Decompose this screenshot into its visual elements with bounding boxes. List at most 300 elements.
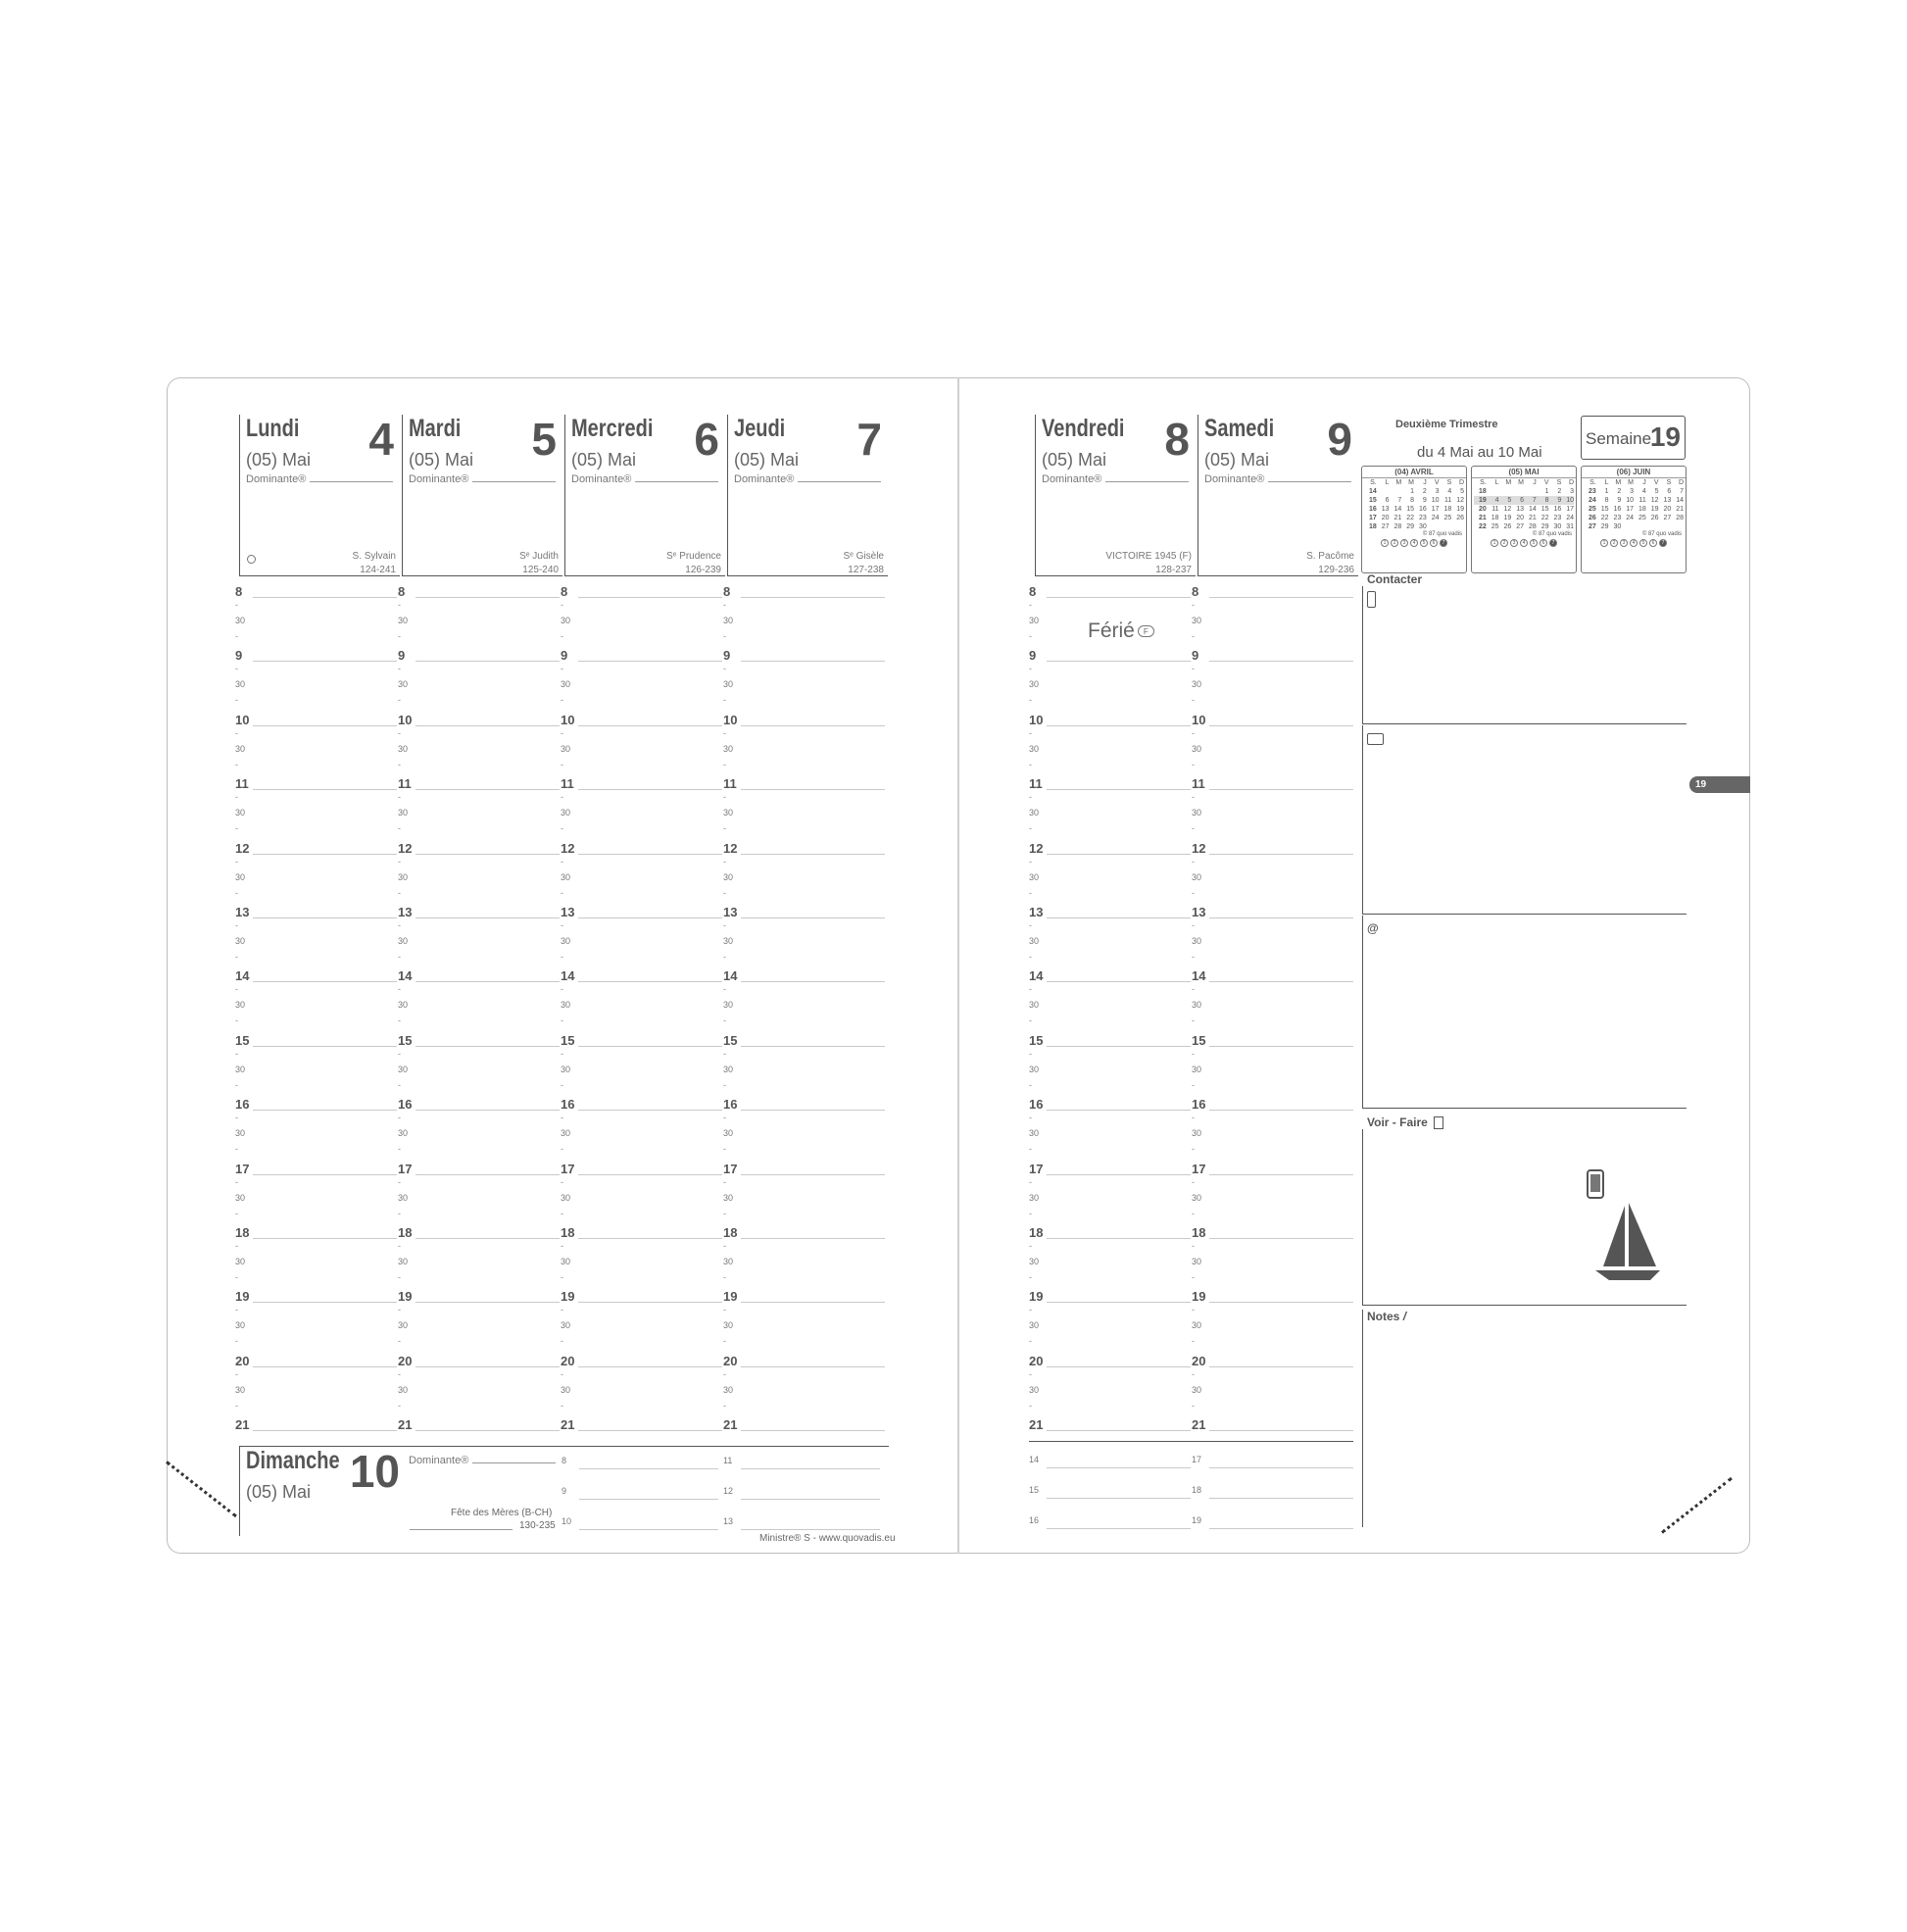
half-hour-label: 30 [398, 808, 409, 818]
half-hour-label: 30 [398, 936, 409, 946]
half-hour-label: 30 [1029, 1257, 1040, 1266]
day-month: (05) Mai [246, 1482, 312, 1502]
extra-hour-slot[interactable]: 17 [1192, 1455, 1353, 1470]
quarter-dash: - [561, 1048, 563, 1059]
quarter-dash: - [561, 920, 563, 930]
day-name: Samedi [1204, 415, 1275, 442]
half-hour-label: 30 [235, 679, 246, 690]
half-hour-label: 30 [723, 1064, 734, 1074]
quarter-dash: - [723, 1208, 726, 1218]
quarter-dash: - [1029, 1336, 1032, 1347]
quarter-dash: - [1029, 1208, 1032, 1218]
dominante-field[interactable]: Dominante® [1204, 473, 1351, 485]
dominante-field[interactable]: Dominante® [571, 473, 718, 485]
half-hour-label: 30 [398, 616, 409, 625]
quarter-dash: - [1192, 1113, 1195, 1123]
email-box[interactable] [1362, 916, 1687, 1109]
half-hour-label: 30 [235, 616, 246, 625]
day-number: 8 [1164, 414, 1190, 465]
quarter-dash: - [1029, 695, 1032, 706]
quarter-dash: - [235, 1113, 238, 1123]
hour-slot[interactable]: 16 [235, 1097, 397, 1113]
half-hour-label: 30 [723, 743, 734, 754]
hour-slot[interactable]: 8 [398, 584, 560, 600]
quarter-dash: - [723, 887, 726, 898]
dominante-field[interactable]: Dominante® [734, 473, 881, 485]
hour-slot[interactable]: 9 [235, 648, 397, 664]
quarter-dash: - [723, 759, 726, 769]
half-hour-label: 30 [723, 1257, 734, 1266]
hour-slot[interactable]: 16 [1192, 1097, 1353, 1113]
notes-label: Notes / [1367, 1310, 1407, 1323]
hour-slot[interactable]: 10 [1192, 713, 1353, 728]
quarter-dash: - [1029, 1144, 1032, 1155]
quarter-dash: - [561, 984, 563, 995]
dominante-field[interactable]: Dominante® [1042, 473, 1189, 485]
day-month: (05) Mai [409, 450, 474, 470]
quarter-dash: - [1192, 1400, 1195, 1411]
quarter-dash: - [723, 1016, 726, 1026]
quarter-dash: - [1192, 920, 1195, 930]
hour-slot[interactable]: 21 [398, 1417, 560, 1433]
quarter-dash: - [1192, 1368, 1195, 1379]
quarter-dash: - [235, 792, 238, 803]
hour-slot[interactable]: 9 [561, 648, 722, 664]
quarter-dash: - [235, 984, 238, 995]
quarter-dash: - [1192, 600, 1195, 610]
hour-slot[interactable]: 8 [1029, 584, 1191, 600]
quarter-dash: - [1192, 631, 1195, 641]
quarter-dash: - [398, 600, 401, 610]
sunday-hour-slot[interactable]: 11 [723, 1456, 880, 1471]
hour-slot[interactable]: 19 [1192, 1289, 1353, 1305]
half-hour-label: 30 [561, 1000, 571, 1011]
hour-slot[interactable]: 15 [561, 1033, 722, 1049]
notes-box[interactable] [1362, 1310, 1363, 1527]
quarter-dash: - [1029, 664, 1032, 674]
day-header-samedi[interactable] [1198, 415, 1358, 576]
half-hour-label: 30 [561, 808, 571, 818]
hour-slot[interactable]: 18 [561, 1225, 722, 1241]
hour-slot[interactable]: 16 [723, 1097, 885, 1113]
hour-slot[interactable]: 11 [1192, 776, 1353, 792]
day-of-year: 127-238 [848, 565, 884, 575]
quarter-dash: - [235, 631, 238, 641]
hour-slot[interactable]: 8 [235, 584, 397, 600]
hour-slot[interactable]: 18 [235, 1225, 397, 1241]
half-hour-label: 30 [561, 1384, 571, 1395]
quarter-dash: - [235, 1272, 238, 1282]
half-hour-label: 30 [1029, 1192, 1040, 1203]
hour-slot[interactable]: 21 [723, 1417, 885, 1433]
hour-slot[interactable]: 17 [1192, 1162, 1353, 1177]
hour-slot[interactable]: 17 [723, 1162, 885, 1177]
sunday-hour-slot[interactable]: 13 [723, 1516, 880, 1532]
extra-hour-slot[interactable]: 16 [1029, 1515, 1191, 1531]
quarter-dash: - [723, 984, 726, 995]
quarter-dash: - [1192, 664, 1195, 674]
quarter-dash: - [398, 1048, 401, 1059]
quarter-dash: - [1029, 952, 1032, 962]
half-hour-label: 30 [723, 1128, 734, 1139]
saint-name: Sᵉ Judith [519, 551, 559, 562]
half-hour-label: 30 [398, 1192, 409, 1203]
quarter-dash: - [1192, 727, 1195, 738]
hour-slot[interactable]: 11 [398, 776, 560, 792]
half-hour-label: 30 [1029, 1384, 1040, 1395]
binding-gutter [957, 377, 959, 1554]
quarter-dash: - [723, 1305, 726, 1315]
half-hour-label: 30 [235, 1064, 246, 1074]
day-of-year: 124-241 [360, 565, 396, 575]
quarter-dash: - [1192, 695, 1195, 706]
hour-slot[interactable]: 10 [1029, 713, 1191, 728]
quarter-dash: - [561, 1144, 563, 1155]
quarter-dash: - [235, 695, 238, 706]
half-hour-label: 30 [1192, 936, 1202, 946]
half-hour-label: 30 [398, 1320, 409, 1331]
hour-slot[interactable]: 11 [723, 776, 885, 792]
hour-slot[interactable]: 20 [1192, 1354, 1353, 1369]
hour-slot[interactable]: 9 [1029, 648, 1191, 664]
half-hour-label: 30 [1192, 616, 1202, 625]
hour-slot[interactable]: 18 [398, 1225, 560, 1241]
email-icon: @ [1367, 921, 1379, 935]
half-hour-label: 30 [1029, 1320, 1040, 1331]
day-header-jeudi[interactable] [727, 415, 888, 576]
week-range: du 4 Mai au 10 Mai [1417, 444, 1542, 461]
quarter-dash: - [561, 856, 563, 867]
quarter-dash: - [561, 1368, 563, 1379]
hour-slot[interactable]: 12 [1029, 841, 1191, 857]
quarter-dash: - [398, 1400, 401, 1411]
hour-slot[interactable]: 9 [1192, 648, 1353, 664]
day-number: 4 [368, 414, 394, 465]
hour-slot[interactable]: 15 [1192, 1033, 1353, 1049]
quarter-dash: - [723, 952, 726, 962]
half-hour-label: 30 [723, 871, 734, 882]
quarter-dash: - [235, 856, 238, 867]
hour-slot[interactable]: 17 [398, 1162, 560, 1177]
half-hour-label: 30 [723, 1000, 734, 1011]
hour-slot[interactable]: 10 [561, 713, 722, 728]
half-hour-label: 30 [723, 1384, 734, 1395]
quarter-dash: - [235, 1079, 238, 1090]
hour-slot[interactable]: 16 [398, 1097, 560, 1113]
quarter-dash: - [1029, 1113, 1032, 1123]
sunday-code: 130-235 [519, 1520, 556, 1531]
quarter-dash: - [723, 664, 726, 674]
hour-slot[interactable]: 21 [561, 1417, 722, 1433]
hour-slot[interactable]: 18 [1029, 1225, 1191, 1241]
hour-slot[interactable]: 19 [235, 1289, 397, 1305]
quarter-dash: - [561, 1016, 563, 1026]
half-hour-label: 30 [235, 1000, 246, 1011]
half-hour-label: 30 [398, 679, 409, 690]
hour-slot[interactable]: 12 [398, 841, 560, 857]
day-name: Mercredi [571, 415, 654, 442]
half-hour-label: 30 [1192, 679, 1202, 690]
hour-slot[interactable]: 19 [561, 1289, 722, 1305]
quarter-dash: - [723, 695, 726, 706]
half-hour-label: 30 [398, 871, 409, 882]
day-name: Lundi [246, 415, 300, 442]
saint-name: VICTOIRE 1945 (F) [1105, 551, 1192, 562]
hour-slot[interactable]: 8 [561, 584, 722, 600]
half-hour-label: 30 [561, 936, 571, 946]
hour-slot[interactable]: 21 [1192, 1417, 1353, 1433]
day-of-year: 125-240 [522, 565, 559, 575]
half-hour-label: 30 [561, 1257, 571, 1266]
quarter-dash: - [561, 759, 563, 769]
quarter-dash: - [235, 1048, 238, 1059]
day-number: 10 [349, 1446, 400, 1497]
hour-slot[interactable]: 12 [561, 841, 722, 857]
sunday-header[interactable] [239, 1446, 398, 1536]
mini-calendar: (06) JUIN S. L M M J V S D 23 1 2 3 4 5 6 7 24 8 9 10 11 12 13 14 25 15 16 17 18 19 20 21 26 22 23 24 25 26 27 28 27 29 30 © 87 quo vadis 1 2 3 4 5 6 7 [1581, 466, 1687, 573]
hour-slot[interactable]: 17 [561, 1162, 722, 1177]
hour-slot[interactable]: 9 [723, 648, 885, 664]
saint-name: Sᵉ Prudence [666, 551, 721, 562]
half-hour-label: 30 [723, 679, 734, 690]
printer-icon [1367, 733, 1384, 745]
day-month: (05) Mai [1042, 450, 1107, 470]
half-hour-label: 30 [1192, 1257, 1202, 1266]
day-header-mardi[interactable] [402, 415, 562, 576]
extra-hour-slot[interactable]: 18 [1192, 1485, 1353, 1501]
quarter-dash: - [398, 1305, 401, 1315]
quarter-dash: - [235, 1336, 238, 1347]
hour-slot[interactable]: 14 [723, 968, 885, 984]
hour-slot[interactable]: 16 [561, 1097, 722, 1113]
day-header-vendredi[interactable] [1035, 415, 1196, 576]
half-hour-label: 30 [1192, 1192, 1202, 1203]
half-hour-label: 30 [235, 1384, 246, 1395]
hour-slot[interactable]: 8 [723, 584, 885, 600]
quarter-dash: - [723, 1079, 726, 1090]
saint-name: S. Pacôme [1306, 551, 1354, 562]
quarter-label: Deuxième Trimestre [1395, 419, 1498, 430]
hour-slot[interactable]: 17 [235, 1162, 397, 1177]
half-hour-label: 30 [723, 936, 734, 946]
half-hour-label: 30 [1029, 1000, 1040, 1011]
day-of-year: 128-237 [1155, 565, 1192, 575]
extra-hour-slot[interactable]: 19 [1192, 1515, 1353, 1531]
quarter-dash: - [561, 664, 563, 674]
quarter-dash: - [723, 920, 726, 930]
hour-slot[interactable]: 20 [398, 1354, 560, 1369]
hour-slot[interactable]: 12 [1192, 841, 1353, 857]
half-hour-label: 30 [1029, 616, 1040, 625]
quarter-dash: - [1192, 1241, 1195, 1251]
quarter-dash: - [235, 727, 238, 738]
saint-name: Sᵉ Gisèle [843, 551, 884, 562]
hour-slot[interactable]: 10 [398, 713, 560, 728]
sunday-hour-slot[interactable]: 12 [723, 1486, 880, 1502]
day-header-lundi[interactable] [239, 415, 400, 576]
quarter-dash: - [1029, 887, 1032, 898]
quarter-dash: - [235, 1016, 238, 1026]
sunday-hour-slot[interactable]: 10 [562, 1516, 718, 1532]
quarter-dash: - [1192, 1176, 1195, 1187]
half-hour-label: 30 [1192, 1000, 1202, 1011]
hour-slot[interactable]: 11 [235, 776, 397, 792]
day-name: Vendredi [1042, 415, 1125, 442]
day-name: Mardi [409, 415, 462, 442]
hour-slot[interactable]: 14 [1192, 968, 1353, 984]
quarter-dash: - [723, 1113, 726, 1123]
quarter-dash: - [561, 952, 563, 962]
half-hour-label: 30 [723, 808, 734, 818]
quarter-dash: - [235, 1400, 238, 1411]
quarter-dash: - [1029, 1079, 1032, 1090]
half-hour-label: 30 [398, 743, 409, 754]
hour-slot[interactable]: 18 [1192, 1225, 1353, 1241]
hour-slot[interactable]: 11 [1029, 776, 1191, 792]
half-hour-label: 30 [1192, 1320, 1202, 1331]
day-name: Dimanche [246, 1447, 340, 1474]
half-hour-label: 30 [235, 808, 246, 818]
mini-calendar: (05) MAI S. L M M J V S D 18 1 2 3 19 4 5 6 7 8 9 10 20 11 12 13 14 15 16 17 21 18 19 20 21 22 23 24 22 25 26 27 28 29 30 31 © 87 quo vadis 1 2 3 4 5 6 7 [1471, 466, 1577, 573]
hour-slot[interactable]: 20 [235, 1354, 397, 1369]
quarter-dash: - [561, 1208, 563, 1218]
hour-slot[interactable]: 13 [561, 905, 722, 920]
half-hour-label: 30 [1192, 1064, 1202, 1074]
quarter-dash: - [1029, 631, 1032, 641]
quarter-dash: - [1192, 1144, 1195, 1155]
quarter-dash: - [723, 792, 726, 803]
week-badge: Semaine 19 [1581, 416, 1686, 460]
hour-slot[interactable]: 14 [398, 968, 560, 984]
quarter-dash: - [398, 695, 401, 706]
hour-slot[interactable]: 20 [561, 1354, 722, 1369]
quarter-dash: - [561, 600, 563, 610]
quarter-dash: - [1029, 1016, 1032, 1026]
hour-slot[interactable]: 17 [1029, 1162, 1191, 1177]
half-hour-label: 30 [561, 1320, 571, 1331]
quarter-dash: - [235, 1176, 238, 1187]
quarter-dash: - [235, 887, 238, 898]
sunday-hour-slot[interactable]: 9 [562, 1486, 718, 1502]
day-month: (05) Mai [571, 450, 637, 470]
quarter-dash: - [1192, 823, 1195, 834]
quarter-dash: - [1029, 1272, 1032, 1282]
hour-slot[interactable]: 18 [723, 1225, 885, 1241]
day-number: 5 [531, 414, 557, 465]
extra-hour-slot[interactable]: 15 [1029, 1485, 1191, 1501]
day-month: (05) Mai [734, 450, 800, 470]
sailboat-icon [1586, 1168, 1664, 1286]
hour-slot[interactable]: 14 [1029, 968, 1191, 984]
half-hour-label: 30 [235, 1128, 246, 1139]
quarter-dash: - [398, 664, 401, 674]
hour-slot[interactable]: 15 [398, 1033, 560, 1049]
hour-slot[interactable]: 19 [1029, 1289, 1191, 1305]
quarter-dash: - [1192, 887, 1195, 898]
half-hour-label: 30 [235, 936, 246, 946]
quarter-dash: - [398, 727, 401, 738]
quarter-dash: - [235, 1241, 238, 1251]
hour-slot[interactable]: 9 [398, 648, 560, 664]
quarter-dash: - [235, 1208, 238, 1218]
hour-slot[interactable]: 20 [1029, 1354, 1191, 1369]
sunday-hour-slot[interactable]: 8 [562, 1456, 718, 1471]
quarter-dash: - [1192, 1048, 1195, 1059]
quarter-dash: - [398, 952, 401, 962]
quarter-dash: - [1192, 1079, 1195, 1090]
day-header-mercredi[interactable] [564, 415, 725, 576]
half-hour-label: 30 [1192, 808, 1202, 818]
hour-slot[interactable]: 16 [1029, 1097, 1191, 1113]
hour-slot[interactable]: 12 [723, 841, 885, 857]
day-month: (05) Mai [1204, 450, 1270, 470]
quarter-dash: - [235, 600, 238, 610]
hour-slot[interactable]: 15 [1029, 1033, 1191, 1049]
hour-slot[interactable]: 14 [235, 968, 397, 984]
day-name: Jeudi [734, 415, 786, 442]
hour-slot[interactable]: 13 [1192, 905, 1353, 920]
quarter-dash: - [561, 1241, 563, 1251]
half-hour-label: 30 [398, 1064, 409, 1074]
quarter-dash: - [561, 1336, 563, 1347]
half-hour-label: 30 [235, 1257, 246, 1266]
quarter-dash: - [235, 664, 238, 674]
hour-slot[interactable]: 13 [398, 905, 560, 920]
fax-box[interactable] [1362, 725, 1687, 915]
hour-slot[interactable]: 13 [235, 905, 397, 920]
dominante-field[interactable]: Dominante® [246, 473, 393, 485]
hour-slot[interactable]: 19 [723, 1289, 885, 1305]
half-hour-label: 30 [1192, 743, 1202, 754]
dominante-field[interactable]: Dominante® [409, 473, 556, 485]
hour-slot[interactable]: 11 [561, 776, 722, 792]
quarter-dash: - [723, 856, 726, 867]
half-hour-label: 30 [1029, 871, 1040, 882]
half-hour-label: 30 [561, 743, 571, 754]
hour-slot[interactable]: 12 [235, 841, 397, 857]
quarter-dash: - [1029, 1048, 1032, 1059]
hour-slot[interactable]: 21 [1029, 1417, 1191, 1433]
hour-slot[interactable]: 20 [723, 1354, 885, 1369]
hour-slot[interactable]: 8 [1192, 584, 1353, 600]
quarter-dash: - [1029, 1305, 1032, 1315]
quarter-dash: - [561, 1079, 563, 1090]
phone-box[interactable] [1362, 586, 1687, 724]
hour-slot[interactable]: 10 [723, 713, 885, 728]
half-hour-label: 30 [1029, 679, 1040, 690]
hour-slot[interactable]: 15 [235, 1033, 397, 1049]
hour-slot[interactable]: 15 [723, 1033, 885, 1049]
hour-slot[interactable]: 14 [561, 968, 722, 984]
half-hour-label: 30 [723, 1192, 734, 1203]
hour-slot[interactable]: 21 [235, 1417, 397, 1433]
quarter-dash: - [1192, 759, 1195, 769]
half-hour-label: 30 [561, 679, 571, 690]
hour-slot[interactable]: 13 [723, 905, 885, 920]
quarter-dash: - [723, 1272, 726, 1282]
hour-slot[interactable]: 10 [235, 713, 397, 728]
sunday-dominante: Dominante® [409, 1455, 556, 1466]
hour-slot[interactable]: 13 [1029, 905, 1191, 920]
half-hour-label: 30 [561, 1128, 571, 1139]
quarter-dash: - [1192, 1016, 1195, 1026]
quarter-dash: - [1029, 856, 1032, 867]
sunday-saint: Fête des Mères (B-CH) [451, 1508, 553, 1518]
quarter-dash: - [723, 1400, 726, 1411]
week-tab[interactable]: 19 [1689, 776, 1750, 793]
extra-hour-slot[interactable]: 14 [1029, 1455, 1191, 1470]
hour-slot[interactable]: 19 [398, 1289, 560, 1305]
